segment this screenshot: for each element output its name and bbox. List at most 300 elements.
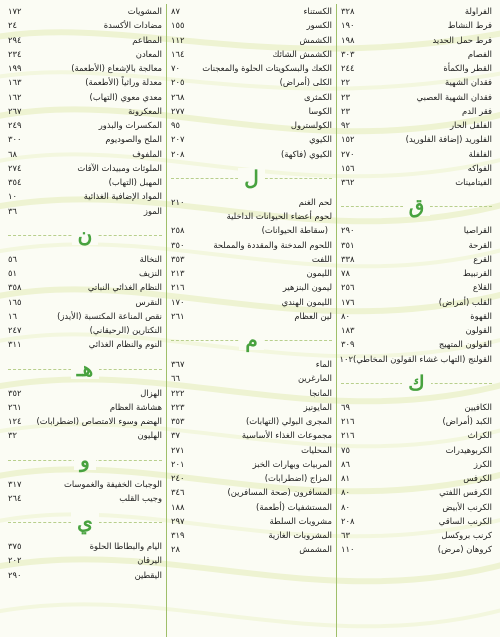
index-entry-page: ٢٧٤ bbox=[8, 162, 22, 173]
index-entry bbox=[8, 477, 162, 491]
index-entry-page: ٣٢٨ bbox=[341, 6, 355, 16]
index-entry bbox=[171, 400, 332, 414]
index-entry-term: القلب (أمراض) bbox=[438, 296, 492, 307]
index-entry-page: ٣٦٢ bbox=[341, 177, 355, 187]
index-entry-term: الفراولة bbox=[464, 6, 492, 16]
index-entry-term: الملفوف bbox=[132, 148, 162, 159]
index-entry bbox=[8, 175, 162, 189]
index-entry-term: الماء bbox=[315, 359, 332, 369]
letter-header-ya bbox=[8, 507, 162, 537]
index-entry bbox=[171, 266, 332, 280]
index-entry-page: ٢٠٨ bbox=[341, 515, 355, 526]
index-entry-page: ٣٥٠ bbox=[171, 239, 185, 250]
index-entry bbox=[171, 428, 332, 442]
index-entry bbox=[171, 209, 332, 223]
index-entry-page: ٢١٦ bbox=[341, 416, 355, 426]
index-entry-page: ٢٨ bbox=[171, 544, 180, 555]
index-entry-term: الكربوهيدرات bbox=[445, 444, 492, 455]
index-entry-page: ١٢٤ bbox=[8, 416, 22, 426]
index-entry-term: فقر الدم bbox=[462, 105, 492, 116]
index-entry-term: الكرنب الساقي bbox=[438, 515, 492, 526]
index-entry-page: ٣٧٥ bbox=[8, 541, 22, 551]
index-entry-term: الكولسترول bbox=[290, 120, 332, 130]
index-entry-page: ٢٠١ bbox=[171, 458, 185, 469]
index-entry-term: القطر والكمأة bbox=[443, 63, 492, 73]
index-entry-page: ١٨٣ bbox=[341, 325, 355, 335]
index-entry-term: الكرنب الأبيض bbox=[442, 501, 492, 512]
index-entry-page: ٢٦٨ bbox=[171, 91, 185, 102]
index-entry-page: ١٧٢ bbox=[8, 6, 22, 16]
letter-ya: ي bbox=[71, 512, 99, 532]
index-entry-page: ١٥٥ bbox=[171, 20, 185, 31]
index-entry-term: الكسور bbox=[306, 20, 332, 31]
index-entry-term: الكعك والبسكويتات الحلوة والمعجنات bbox=[202, 63, 332, 73]
index-entry bbox=[171, 371, 332, 385]
index-entry-term: معدي معوي (التهاب) bbox=[89, 91, 162, 102]
index-entry bbox=[8, 428, 162, 442]
index-entry bbox=[171, 195, 332, 209]
section-qaf bbox=[341, 223, 492, 366]
index-entry-page: ٣٧ bbox=[171, 430, 180, 441]
index-entry-term: وجيب القلب bbox=[119, 492, 162, 503]
index-entry bbox=[171, 528, 332, 542]
index-entry bbox=[171, 132, 332, 146]
index-entry-page: ٨٠ bbox=[341, 501, 350, 512]
index-entry-page: ١٦٣ bbox=[8, 77, 22, 88]
index-entry bbox=[341, 90, 492, 104]
index-entry bbox=[8, 204, 162, 218]
index-entry-page: ١٠٢ bbox=[339, 353, 354, 364]
index-entry bbox=[341, 4, 492, 18]
index-entry-page: ١٧٠ bbox=[171, 296, 185, 307]
index-entry bbox=[8, 104, 162, 118]
index-entry-page: ٣٥٢ bbox=[8, 387, 22, 398]
letter-header-nun bbox=[8, 220, 162, 250]
index-entry-term: المكسرات والبذور bbox=[98, 120, 162, 130]
index-entry-page: ١٧٦ bbox=[341, 296, 355, 307]
index-entry bbox=[8, 90, 162, 104]
letter-header-lam bbox=[171, 163, 332, 193]
index-entry bbox=[8, 414, 162, 428]
index-entry-term: الكرفس bbox=[463, 473, 492, 483]
index-entry-term: القهوة bbox=[470, 310, 492, 321]
index-entry-term: النكتارين (الرحيقاني) bbox=[89, 325, 162, 335]
index-entry bbox=[171, 414, 332, 428]
index-entry-term: المانجا bbox=[309, 387, 332, 398]
index-entry bbox=[341, 542, 492, 556]
index-entry-page: ٧٥ bbox=[341, 444, 350, 455]
index-entry-term: المارغرين bbox=[297, 373, 332, 384]
index-entry-term: هشاشة العظام bbox=[109, 401, 162, 412]
index-entry bbox=[341, 457, 492, 471]
index-entry bbox=[171, 47, 332, 61]
index-entry-page: ٥٦ bbox=[8, 253, 17, 264]
index-entry-page: ٢٠٢ bbox=[8, 555, 22, 566]
section-ha bbox=[8, 386, 162, 443]
index-entry-term: القراصيا bbox=[463, 225, 492, 236]
index-entry bbox=[171, 485, 332, 499]
index-entry-term: المهبل (التهاب) bbox=[108, 177, 162, 187]
index-entry-term: القرحة bbox=[468, 239, 492, 250]
index-entry-term: كرنب بروكسل bbox=[441, 530, 492, 540]
index-entry-term: اليام والبطاطا الحلوة bbox=[89, 541, 162, 551]
index-entry bbox=[341, 132, 492, 146]
index-entry-page: ١٩٩ bbox=[8, 63, 22, 73]
index-entry-term: الموز bbox=[143, 205, 162, 216]
index-entry bbox=[171, 147, 332, 161]
index-entry-page: ٣٠٩ bbox=[341, 339, 355, 350]
index-entry bbox=[8, 75, 162, 89]
index-entry-term: الليمون الهندي bbox=[281, 296, 332, 307]
index-entry bbox=[171, 295, 332, 309]
index-entry-page: ١٩٠ bbox=[341, 20, 355, 31]
index-entry-page: ٢٧١ bbox=[171, 444, 185, 455]
index-entry bbox=[171, 18, 332, 32]
index-entry-term: فرط حمل الحديد bbox=[432, 34, 492, 45]
index-entry bbox=[341, 514, 492, 528]
index-entry-term: الفلفلة bbox=[468, 148, 492, 159]
index-entry bbox=[8, 61, 162, 75]
index-entry-page: ٧٠ bbox=[171, 63, 180, 73]
index-entry-term: اللحوم المدخنة والمقددة والمملحة bbox=[213, 239, 332, 250]
section-waw bbox=[8, 477, 162, 506]
index-entry-term: ليمون البنزهير bbox=[282, 282, 332, 293]
index-entry-page: ٨٠ bbox=[341, 487, 350, 498]
index-entry-page: ٣٥٤ bbox=[8, 177, 22, 187]
index-entry bbox=[171, 280, 332, 294]
index-entry-term: الكيوي (فاكهة) bbox=[280, 148, 332, 159]
index-entry bbox=[171, 500, 332, 514]
index-entry-page: ١١٢ bbox=[171, 34, 185, 45]
letter-nun: ن bbox=[72, 225, 99, 245]
index-entry-term: الفواكه bbox=[467, 162, 492, 173]
letter-header-kaf bbox=[341, 368, 492, 398]
index-entry-term: النخالة bbox=[139, 253, 162, 264]
index-entry-page: ٣٥٣ bbox=[171, 416, 185, 426]
letter-header-qaf bbox=[341, 191, 492, 221]
letter-lam: ل bbox=[238, 168, 265, 188]
index-entry bbox=[8, 309, 162, 323]
section-mim-cont bbox=[8, 4, 162, 218]
index-entry-page: ٢٦١ bbox=[171, 310, 185, 321]
letter-qaf: ق bbox=[403, 196, 431, 216]
index-entry-page: ٣٥٨ bbox=[8, 282, 22, 293]
index-entry-page: ٢٩٠ bbox=[341, 225, 355, 236]
index-entry-term: فرط النشاط bbox=[447, 20, 492, 31]
section-fa bbox=[341, 4, 492, 189]
index-entry bbox=[341, 161, 492, 175]
index-entry-term: القولون bbox=[465, 325, 492, 335]
index-entry bbox=[171, 457, 332, 471]
index-entry-term: الهليون bbox=[137, 430, 162, 441]
index-entry bbox=[171, 514, 332, 528]
index-entry bbox=[341, 471, 492, 485]
index-entry-page: ٣١١ bbox=[8, 339, 22, 350]
index-entry-term: المشويات bbox=[127, 6, 162, 16]
index-entry bbox=[8, 295, 162, 309]
index-entry-page: ٢٤٠ bbox=[171, 473, 185, 483]
index-entry-term: معالجة بالإشعاع (الأطعمة) bbox=[71, 63, 162, 73]
index-entry-page: ٢١٦ bbox=[341, 430, 355, 441]
index-entry-term: الملوثات ومبيدات الآفات bbox=[77, 162, 162, 173]
index-entry-term: المزاج (اضطرابات) bbox=[264, 473, 332, 483]
index-entry bbox=[171, 104, 332, 118]
index-entry-term: الفلفل الحار bbox=[449, 120, 492, 130]
section-mim bbox=[171, 357, 332, 557]
index-entry bbox=[341, 266, 492, 280]
index-entry-page: ٢٤ bbox=[8, 20, 17, 31]
index-entry bbox=[8, 280, 162, 294]
index-entry bbox=[341, 104, 492, 118]
index-entry-page: ٢٤٧ bbox=[8, 325, 22, 335]
index-column-1 bbox=[336, 4, 496, 637]
index-entry-page: ٣٠٣ bbox=[341, 48, 355, 59]
index-entry-page: ٢٤٤ bbox=[341, 63, 355, 73]
letter-kaf: ك bbox=[402, 373, 430, 393]
index-entry bbox=[8, 33, 162, 47]
index-column-3 bbox=[4, 4, 166, 637]
index-entry bbox=[171, 61, 332, 75]
index-entry-term: المحليات bbox=[301, 444, 332, 455]
index-entry-page: ٨٦ bbox=[341, 458, 350, 469]
index-entry bbox=[341, 528, 492, 542]
index-entry bbox=[341, 118, 492, 132]
index-entry-term: اليرقان bbox=[137, 555, 162, 566]
index-entry bbox=[8, 539, 162, 553]
index-entry-term: المعادن bbox=[135, 48, 162, 59]
index-entry-term: المواد الإضافية الغذائية bbox=[83, 191, 162, 202]
index-entry-term: القولون المتهيج bbox=[438, 339, 492, 350]
index-entry bbox=[8, 132, 162, 146]
index-entry-page: ٢١٣ bbox=[171, 268, 185, 278]
index-entry-page: ٦٩ bbox=[341, 401, 350, 412]
index-entry-page: ٢٠٥ bbox=[171, 77, 185, 88]
index-entry-term: الكافيين bbox=[464, 401, 492, 412]
index-entry-term: معدلة وراثياً (الأطعمة) bbox=[85, 77, 162, 88]
index-entry-page: ٣٣٨ bbox=[341, 253, 355, 264]
section-nun bbox=[8, 252, 162, 352]
index-entry-term: فقدان الشهية bbox=[444, 77, 492, 88]
index-entry-term: الكرز bbox=[473, 458, 492, 469]
index-entry-term: اليقطين bbox=[134, 569, 162, 580]
index-entry-page: ٣٢ bbox=[8, 430, 17, 441]
index-entry-term: القرنبيط bbox=[462, 268, 492, 278]
index-entry-term: المجرى البولي (التهابات) bbox=[245, 416, 332, 426]
index-entry-page: ٢٩٧ bbox=[171, 515, 185, 526]
index-entry-page: ٨١ bbox=[341, 473, 350, 483]
index-entry-term: الكستناء bbox=[303, 6, 332, 16]
index-entry bbox=[171, 90, 332, 104]
index-entry bbox=[341, 428, 492, 442]
index-entry-term: النقرس bbox=[135, 296, 162, 307]
index-entry-term: كروهان (مرض) bbox=[437, 544, 492, 555]
index-entry bbox=[341, 414, 492, 428]
index-entry-page: ٣١٧ bbox=[8, 478, 22, 489]
index-entry-term: لحوم أعضاء الحيوانات الداخلية bbox=[226, 211, 332, 221]
index-entry-term: القرع bbox=[473, 253, 492, 264]
index-entry bbox=[171, 223, 332, 237]
index-entry bbox=[8, 161, 162, 175]
index-entry-page: ٩٥ bbox=[171, 120, 180, 130]
index-entry bbox=[8, 47, 162, 61]
index-entry bbox=[8, 323, 162, 337]
index-entry bbox=[341, 223, 492, 237]
index-entry bbox=[8, 147, 162, 161]
letter-waw: و bbox=[74, 450, 96, 470]
index-entry-term: القولنج (التهاب غشاء القولون المخاطي) bbox=[353, 353, 492, 364]
section-ya bbox=[8, 539, 162, 582]
index-entry-page: ٦٨ bbox=[8, 148, 17, 159]
index-entry-page: ٢٧٧ bbox=[171, 105, 185, 116]
index-entry-term: النوم والنظام الغذائي bbox=[88, 339, 162, 350]
index-entry-page: ٢٣ bbox=[341, 105, 350, 116]
index-entry-page: ٢٩٤ bbox=[8, 34, 22, 45]
index-entry bbox=[341, 18, 492, 32]
index-entry-term: الهزال bbox=[140, 387, 162, 398]
index-entry-term: الكشمش الشائك bbox=[272, 48, 332, 59]
index-entry-page: ٦٣ bbox=[341, 530, 350, 540]
index-entry bbox=[341, 352, 492, 366]
index-entry bbox=[341, 147, 492, 161]
index-entry-term: لين العظام bbox=[294, 310, 332, 321]
index-entry bbox=[341, 309, 492, 323]
index-entry-term: المطاعم bbox=[132, 34, 162, 45]
index-entry-page: ٢٥٦ bbox=[341, 282, 355, 293]
index-entry-page: ٢٧٠ bbox=[341, 148, 355, 159]
index-entry bbox=[341, 252, 492, 266]
index-entry bbox=[171, 542, 332, 556]
index-entry-term: الفلوريد (إضافة الفلوريد) bbox=[405, 134, 492, 145]
index-entry-page: ١٥٦ bbox=[341, 162, 355, 173]
index-entry-term: المربيات وبهارات الخبز bbox=[252, 458, 332, 469]
index-entry bbox=[8, 337, 162, 351]
section-kaf bbox=[341, 400, 492, 557]
section-lam bbox=[171, 195, 332, 323]
index-entry bbox=[171, 238, 332, 252]
index-entry bbox=[8, 400, 162, 414]
index-entry bbox=[341, 47, 492, 61]
index-entry-term: مضادات الأكسدة bbox=[103, 20, 162, 31]
index-entry-page: ٢٠٧ bbox=[171, 134, 185, 145]
index-entry bbox=[171, 443, 332, 457]
index-entry-page: ١٩٨ bbox=[341, 34, 355, 45]
index-entry bbox=[171, 118, 332, 132]
index-entry-term: الكشمش bbox=[299, 34, 332, 45]
index-entry bbox=[8, 118, 162, 132]
index-entry-page: ٣٦ bbox=[8, 205, 17, 216]
index-entry-page: ٥١ bbox=[8, 268, 17, 278]
index-entry bbox=[8, 4, 162, 18]
index-entry-term: الكيوي bbox=[309, 134, 332, 145]
index-entry-page: ٢٣٤ bbox=[8, 48, 22, 59]
index-entry-page: ٣١٩ bbox=[171, 530, 185, 540]
index-entry-page: ٢٦٤ bbox=[8, 492, 22, 503]
letter-header-mim bbox=[171, 325, 332, 355]
index-entry-page: ١٦٤ bbox=[171, 48, 185, 59]
index-entry bbox=[341, 238, 492, 252]
index-entry bbox=[341, 485, 492, 499]
index-entry-term: مجموعات الغذاء الأساسية bbox=[241, 430, 332, 441]
letter-ha: هـ bbox=[71, 359, 99, 379]
index-entry-term: الملح والصوديوم bbox=[105, 134, 162, 145]
index-entry bbox=[8, 266, 162, 280]
index-entry-page: ٣٥٣ bbox=[171, 253, 185, 264]
index-entry-term: المايونيز bbox=[303, 401, 332, 412]
index-entry-term: النظام الغذائي النباتي bbox=[87, 282, 162, 293]
letter-header-ha bbox=[8, 354, 162, 384]
index-entry-page: ٢٦١ bbox=[8, 401, 22, 412]
index-entry-term: النزيف bbox=[138, 268, 162, 278]
index-entry-term: اللفت bbox=[311, 253, 332, 264]
index-entry-term: الكراث bbox=[467, 430, 492, 441]
index-entry-page: ٢٢٣ bbox=[171, 401, 185, 412]
index-entry bbox=[171, 252, 332, 266]
index-entry-page: ٢١٦ bbox=[171, 282, 185, 293]
index-entry bbox=[171, 357, 332, 371]
index-entry-page: ٢٣ bbox=[341, 91, 350, 102]
index-entry bbox=[341, 280, 492, 294]
index-entry-page: ٢٠٨ bbox=[171, 148, 185, 159]
index-entry-page: ١٦ bbox=[8, 310, 17, 321]
index-entry bbox=[341, 33, 492, 47]
index-entry-term: المستشفيات (أطعمة) bbox=[256, 501, 332, 512]
index-entry bbox=[171, 471, 332, 485]
index-entry-page: ٣٤٦ bbox=[171, 487, 185, 498]
index-entry-page: ٢٥٨ bbox=[171, 225, 185, 236]
index-entry bbox=[341, 323, 492, 337]
index-entry-term: الكمثرى bbox=[303, 91, 332, 102]
index-column-2 bbox=[166, 4, 336, 637]
index-entry-term: القلاع bbox=[472, 282, 492, 293]
index-entry-page: ٢٤٩ bbox=[8, 120, 22, 130]
index-entry bbox=[341, 400, 492, 414]
index-entry-page: ٦٦ bbox=[171, 373, 180, 384]
index-entry-term: الكرفس اللفتي bbox=[439, 487, 492, 498]
index-entry-term: المشروبات الغازية bbox=[268, 530, 332, 540]
index-entry bbox=[8, 491, 162, 505]
index-entry-term: الفصام bbox=[467, 48, 492, 59]
index-entry-term: الكلى (أمراض) bbox=[279, 77, 332, 88]
index-entry bbox=[341, 295, 492, 309]
index-entry bbox=[341, 175, 492, 189]
index-entry-page: ١٨٨ bbox=[171, 501, 185, 512]
index-entry-page: ١٦٥ bbox=[8, 296, 22, 307]
index-entry bbox=[8, 18, 162, 32]
index-entry bbox=[171, 4, 332, 18]
index-entry-page: ٢٢٢ bbox=[171, 387, 185, 398]
letter-header-waw bbox=[8, 445, 162, 475]
index-entry-page: ١١٠ bbox=[341, 544, 355, 555]
index-entry bbox=[8, 252, 162, 266]
index-entry-term: الليمون bbox=[306, 268, 332, 278]
index-entry-page: ٢٦٧ bbox=[8, 105, 22, 116]
index-entry-page: ٩٢ bbox=[341, 120, 350, 130]
index-entry-page: ٣٦٧ bbox=[171, 359, 185, 369]
index-entry bbox=[341, 75, 492, 89]
index-entry-term: مشروبات السلطة bbox=[269, 515, 332, 526]
index-entry-term: الكوسا bbox=[308, 105, 332, 116]
index-entry bbox=[8, 189, 162, 203]
index-entry bbox=[341, 443, 492, 457]
index-entry-page: ٣٥١ bbox=[341, 239, 355, 250]
index-entry-term: المشمش bbox=[299, 544, 332, 555]
index-entry-term: الكبد (أمراض) bbox=[442, 416, 492, 426]
index-entry bbox=[8, 568, 162, 582]
index-entry bbox=[341, 337, 492, 351]
index-entry-term: (سقاطة الحيوانات) bbox=[261, 225, 328, 236]
index-entry-page: ٣٠٠ bbox=[8, 134, 22, 145]
index-entry-page: ٨٧ bbox=[171, 6, 180, 16]
